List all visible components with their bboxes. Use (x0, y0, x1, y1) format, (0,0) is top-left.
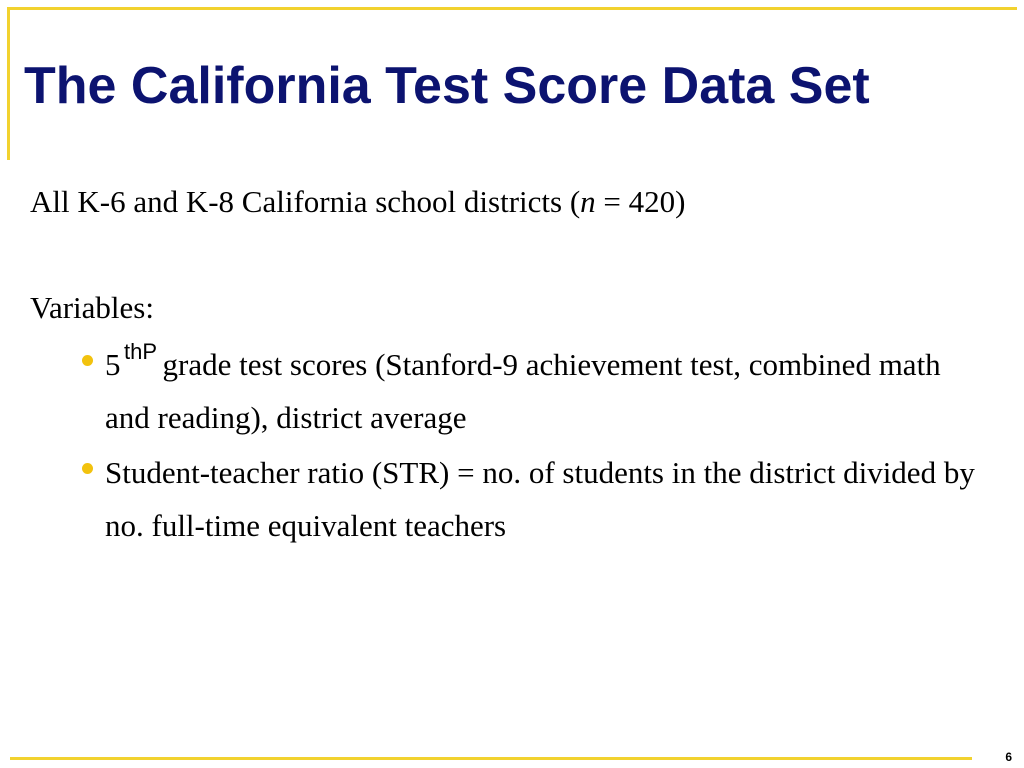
intro-line (30, 182, 685, 222)
superscript-artifact: thP (124, 339, 158, 364)
slide-title: The California Test Score Data Set (24, 57, 870, 115)
bullet-text-continuation: grade test scores (Stanford-9 achievement test, combined math and reading), district average (105, 347, 941, 435)
bullet-text-start: 5 (105, 347, 121, 382)
left-rule (7, 7, 10, 160)
top-rule (7, 7, 1017, 10)
bullet-dot-icon (82, 355, 93, 366)
bullet-text: Student-teacher ratio (STR) = no. of students in the district divided by no. full-time equivalent teachers (105, 455, 975, 543)
bullet-text (105, 338, 985, 444)
intro-text-after: = 420) (595, 184, 686, 219)
n-symbol: n (580, 184, 596, 219)
intro-text-before: All K-6 and K-8 California school districts ( (30, 184, 581, 219)
page-number: 6 (1005, 750, 1012, 764)
bullet-dot-icon (82, 463, 93, 474)
bottom-rule (10, 757, 972, 760)
variables-label: Variables: (30, 290, 154, 325)
